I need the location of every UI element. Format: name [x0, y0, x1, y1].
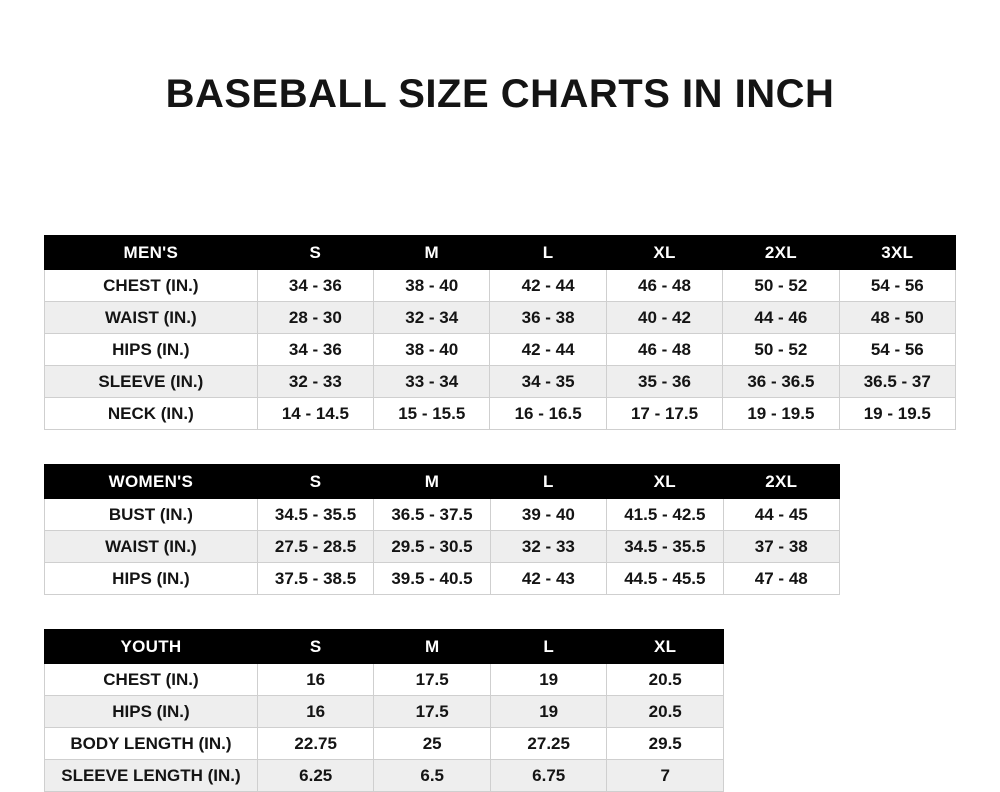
row-label: NECK (IN.): [45, 398, 258, 430]
womens-header-2xl: 2XL: [723, 465, 839, 499]
table-row: [45, 531, 840, 563]
table-row: [45, 728, 724, 760]
cell: 34.5 - 35.5: [607, 531, 723, 563]
mens-header-xl: XL: [606, 236, 722, 270]
cell: 7: [607, 760, 724, 792]
cell: 41.5 - 42.5: [607, 499, 723, 531]
cell: 32 - 33: [257, 366, 373, 398]
womens-header-category: WOMEN'S: [45, 465, 258, 499]
table-row: [45, 760, 724, 792]
cell: 29.5: [607, 728, 724, 760]
cell: 42 - 44: [490, 270, 606, 302]
cell: 46 - 48: [606, 270, 722, 302]
cell: 50 - 52: [723, 270, 839, 302]
table-row: [45, 563, 840, 595]
cell: 22.75: [257, 728, 374, 760]
table-row: [45, 302, 956, 334]
page-title: BASEBALL SIZE CHARTS IN INCH: [165, 72, 835, 116]
cell: 15 - 15.5: [374, 398, 490, 430]
cell: 44.5 - 45.5: [607, 563, 723, 595]
cell: 17.5: [374, 696, 491, 728]
cell: 37.5 - 38.5: [257, 563, 373, 595]
cell: 19: [490, 696, 607, 728]
youth-table-header: [45, 630, 724, 664]
cell: 54 - 56: [839, 270, 955, 302]
womens-size-table: [44, 464, 840, 595]
cell: 39 - 40: [490, 499, 606, 531]
cell: 34.5 - 35.5: [257, 499, 373, 531]
row-label: WAIST (IN.): [45, 531, 258, 563]
row-label: HIPS (IN.): [45, 696, 258, 728]
cell: 40 - 42: [606, 302, 722, 334]
youth-header-xl: XL: [607, 630, 724, 664]
youth-table-body: [45, 664, 724, 792]
cell: 20.5: [607, 664, 724, 696]
table-header-row: [45, 236, 956, 270]
cell: 36 - 38: [490, 302, 606, 334]
cell: 42 - 43: [490, 563, 606, 595]
cell: 37 - 38: [723, 531, 839, 563]
mens-header-category: MEN'S: [45, 236, 258, 270]
cell: 27.5 - 28.5: [257, 531, 373, 563]
cell: 36.5 - 37: [839, 366, 955, 398]
table-row: [45, 270, 956, 302]
mens-size-table: [44, 235, 956, 430]
cell: 16: [257, 696, 374, 728]
cell: 50 - 52: [723, 334, 839, 366]
table-row: [45, 696, 724, 728]
womens-header-m: M: [374, 465, 490, 499]
cell: 17 - 17.5: [606, 398, 722, 430]
row-label: HIPS (IN.): [45, 334, 258, 366]
cell: 32 - 33: [490, 531, 606, 563]
row-label: WAIST (IN.): [45, 302, 258, 334]
row-label: HIPS (IN.): [45, 563, 258, 595]
cell: 14 - 14.5: [257, 398, 373, 430]
table-row: [45, 366, 956, 398]
cell: 6.5: [374, 760, 491, 792]
cell: 27.25: [490, 728, 607, 760]
table-row: [45, 499, 840, 531]
youth-header-category: YOUTH: [45, 630, 258, 664]
cell: 44 - 45: [723, 499, 839, 531]
cell: 6.75: [490, 760, 607, 792]
cell: 16: [257, 664, 374, 696]
cell: 32 - 34: [374, 302, 490, 334]
cell: 29.5 - 30.5: [374, 531, 490, 563]
cell: 47 - 48: [723, 563, 839, 595]
womens-table-header: [45, 465, 840, 499]
cell: 48 - 50: [839, 302, 955, 334]
cell: 25: [374, 728, 491, 760]
cell: 28 - 30: [257, 302, 373, 334]
youth-header-s: S: [257, 630, 374, 664]
mens-header-s: S: [257, 236, 373, 270]
cell: 33 - 34: [374, 366, 490, 398]
cell: 34 - 36: [257, 270, 373, 302]
row-label: CHEST (IN.): [45, 270, 258, 302]
mens-table-header: [45, 236, 956, 270]
youth-size-table: [44, 629, 724, 792]
cell: 36.5 - 37.5: [374, 499, 490, 531]
table-row: [45, 664, 724, 696]
table-header-row: [45, 465, 840, 499]
mens-header-2xl: 2XL: [723, 236, 839, 270]
row-label: BUST (IN.): [45, 499, 258, 531]
mens-header-m: M: [374, 236, 490, 270]
cell: 39.5 - 40.5: [374, 563, 490, 595]
mens-header-l: L: [490, 236, 606, 270]
tables-container: [0, 235, 1000, 792]
cell: 19 - 19.5: [723, 398, 839, 430]
cell: 42 - 44: [490, 334, 606, 366]
youth-header-m: M: [374, 630, 491, 664]
row-label: SLEEVE (IN.): [45, 366, 258, 398]
cell: 19: [490, 664, 607, 696]
womens-header-xl: XL: [607, 465, 723, 499]
row-label: BODY LENGTH (IN.): [45, 728, 258, 760]
cell: 38 - 40: [374, 334, 490, 366]
cell: 54 - 56: [839, 334, 955, 366]
cell: 19 - 19.5: [839, 398, 955, 430]
cell: 35 - 36: [606, 366, 722, 398]
cell: 17.5: [374, 664, 491, 696]
cell: 6.25: [257, 760, 374, 792]
mens-header-3xl: 3XL: [839, 236, 955, 270]
cell: 46 - 48: [606, 334, 722, 366]
cell: 34 - 36: [257, 334, 373, 366]
table-header-row: [45, 630, 724, 664]
cell: 20.5: [607, 696, 724, 728]
row-label: SLEEVE LENGTH (IN.): [45, 760, 258, 792]
cell: 34 - 35: [490, 366, 606, 398]
womens-header-s: S: [257, 465, 373, 499]
row-label: CHEST (IN.): [45, 664, 258, 696]
mens-table-body: [45, 270, 956, 430]
womens-table-body: [45, 499, 840, 595]
cell: 38 - 40: [374, 270, 490, 302]
cell: 16 - 16.5: [490, 398, 606, 430]
womens-header-l: L: [490, 465, 606, 499]
cell: 44 - 46: [723, 302, 839, 334]
cell: 36 - 36.5: [723, 366, 839, 398]
table-row: [45, 398, 956, 430]
youth-header-l: L: [490, 630, 607, 664]
table-row: [45, 334, 956, 366]
